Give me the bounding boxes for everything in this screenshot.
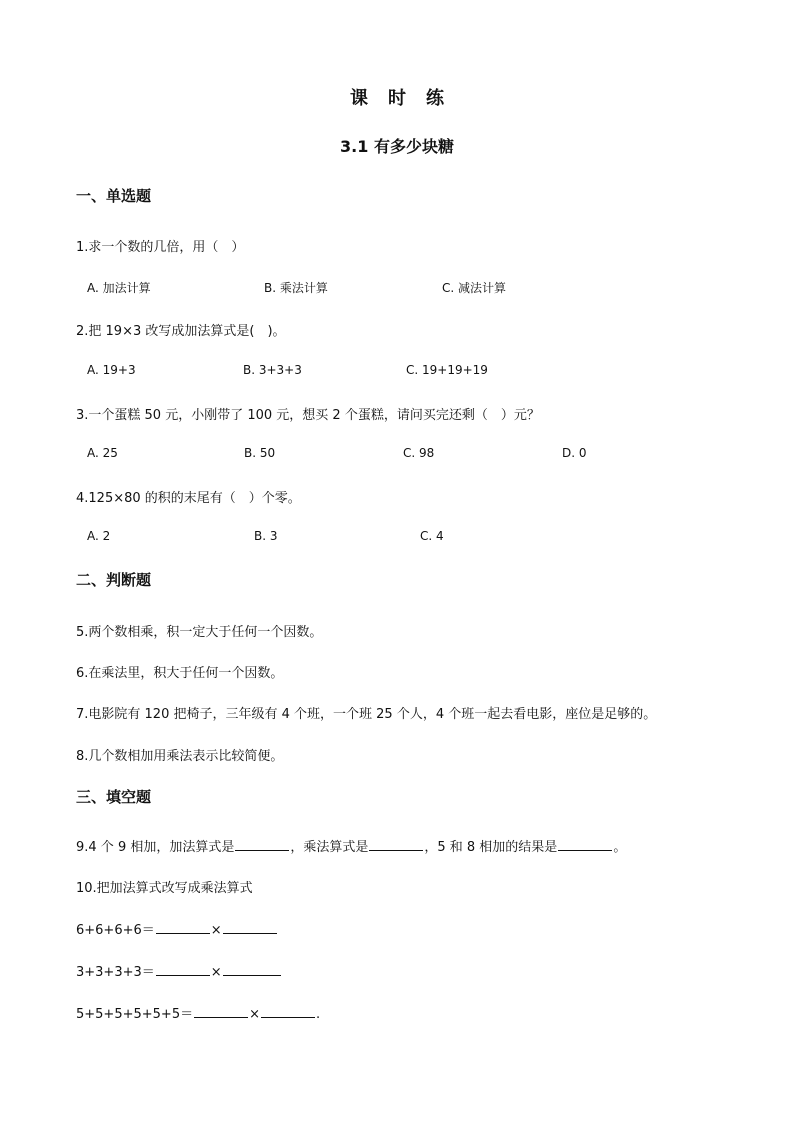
q3-option-d[interactable]: D. 0 xyxy=(562,446,587,460)
q3-option-b[interactable]: B. 50 xyxy=(244,446,276,460)
q10-line-2 xyxy=(76,961,282,980)
q9-text-3: ，5 和 8 相加的结果是 xyxy=(424,840,558,855)
q10-blank[interactable] xyxy=(194,1006,248,1018)
title-char: 练 xyxy=(426,88,444,109)
q1-option-a[interactable]: A. 加法计算 xyxy=(87,281,151,295)
q10-blank[interactable] xyxy=(223,964,281,976)
q4-option-b[interactable]: B. 3 xyxy=(254,529,278,543)
question-1: 1.求一个数的几倍，用（ ） xyxy=(76,240,245,255)
q10-expr: 5+5+5+5+5+5＝ xyxy=(76,1007,194,1022)
q1-option-c[interactable]: C. 减法计算 xyxy=(442,281,507,295)
title-char: 时 xyxy=(388,88,406,109)
times-sign: × xyxy=(210,923,222,938)
q10-expr: 3+3+3+3＝ xyxy=(76,965,155,980)
question-8: 8.几个数相加用乘法表示比较简便。 xyxy=(76,749,284,764)
q10-expr: 6+6+6+6＝ xyxy=(76,923,155,938)
section-heading-single-choice: 一、单选题 xyxy=(76,187,152,205)
q1-option-b[interactable]: B. 乘法计算 xyxy=(264,281,328,295)
q9-text-4: 。 xyxy=(613,840,627,855)
q3-option-a[interactable]: A. 25 xyxy=(87,446,118,460)
times-sign: × xyxy=(249,1007,260,1022)
q10-blank[interactable] xyxy=(156,964,210,976)
title-char: 课 xyxy=(350,88,368,109)
q9-blank-3[interactable] xyxy=(558,839,612,851)
question-10: 10.把加法算式改写成乘法算式 xyxy=(76,881,253,896)
q10-line-1 xyxy=(76,919,278,938)
question-6: 6.在乘法里，积大于任何一个因数。 xyxy=(76,666,284,681)
page-title xyxy=(0,84,794,110)
question-3: 3.一个蛋糕 50 元，小刚带了 100 元，想买 2 个蛋糕，请问买完还剩（ ）元？ xyxy=(76,408,540,423)
times-sign: × xyxy=(210,965,222,980)
q10-blank[interactable] xyxy=(223,922,277,934)
q10-line-3 xyxy=(76,1003,320,1022)
q2-option-c[interactable]: C. 19+19+19 xyxy=(406,363,488,377)
section-heading-fill-blank: 三、填空题 xyxy=(76,788,152,806)
question-7: 7.电影院有 120 把椅子，三年级有 4 个班，一个班 25 个人，4 个班一起去看电影，座位是足够的。 xyxy=(76,707,657,722)
q10-end: . xyxy=(316,1007,321,1022)
lesson-subtitle: 3.1 有多少块糖 xyxy=(340,137,454,156)
q10-blank[interactable] xyxy=(261,1006,315,1018)
q9-blank-1[interactable] xyxy=(235,839,289,851)
question-4: 4.125×80 的积的末尾有（ ）个零。 xyxy=(76,491,301,506)
question-2: 2.把 19×3 改写成加法算式是( )。 xyxy=(76,324,286,339)
question-9 xyxy=(76,836,626,855)
q9-text-2: ，乘法算式是 xyxy=(290,840,369,855)
q10-blank[interactable] xyxy=(156,922,210,934)
question-5: 5.两个数相乘，积一定大于任何一个因数。 xyxy=(76,625,323,640)
q3-option-c[interactable]: C. 98 xyxy=(403,446,435,460)
q4-option-c[interactable]: C. 4 xyxy=(420,529,444,543)
section-heading-true-false: 二、判断题 xyxy=(76,571,152,589)
q4-option-a[interactable]: A. 2 xyxy=(87,529,111,543)
q9-blank-2[interactable] xyxy=(369,839,423,851)
q9-text-1: 9.4 个 9 相加，加法算式是 xyxy=(76,840,235,855)
q2-option-a[interactable]: A. 19+3 xyxy=(87,363,136,377)
q2-option-b[interactable]: B. 3+3+3 xyxy=(243,363,302,377)
